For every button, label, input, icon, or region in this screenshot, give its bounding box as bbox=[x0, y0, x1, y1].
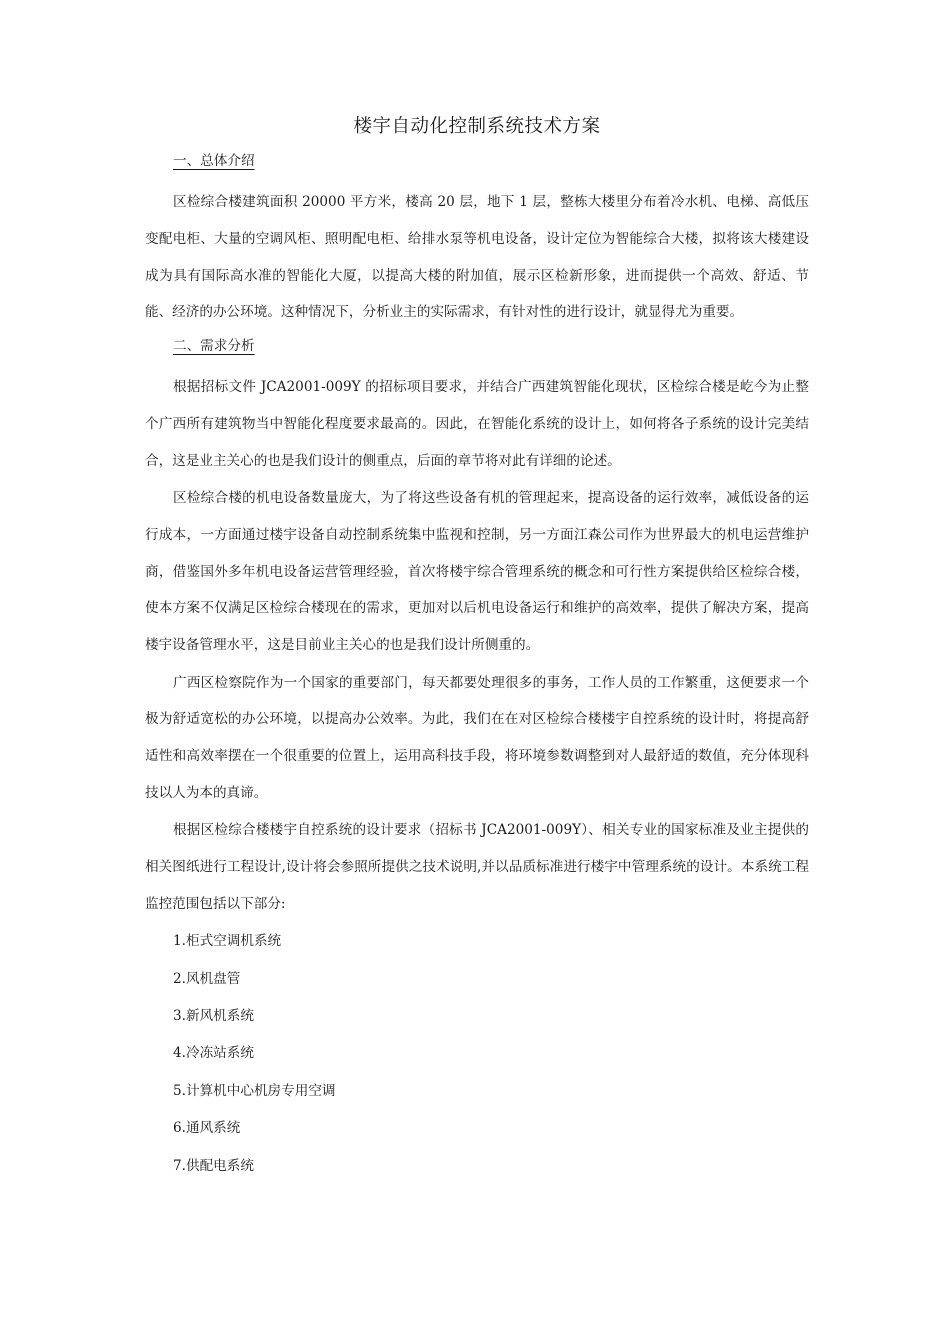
list-item: 1.柜式空调机系统 bbox=[173, 933, 282, 950]
paragraph-requirements-2: 区检综合楼的机电设备数量庞大，为了将这些设备有机的管理起来，提高设备的运行效率，减低设备的运行成本，一方面通过楼宇设备自动控制系统集中监视和控制，另一方面江森公司作为世界最大的机电运营维护商，借鉴国外多年机电设备运营管理经验，首次将楼宇综合管理系统的概念和可行性方案提供给区检综合楼，使本方案不仅满足区检综合楼现在的需求，更加对以后机电设备运行和维护的高效率，提供了解决方案，提高楼宇设备管理水平，这是目前业主关心的也是我们设计所侧重的。 bbox=[145, 490, 809, 654]
system-scope-list bbox=[145, 923, 809, 1185]
list-item: 5.计算机中心机房专用空调 bbox=[173, 1082, 336, 1099]
paragraph-requirements-4: 根据区检综合楼楼宇自控系统的设计要求（招标书 JCA2001-009Y）、相关专业的国家标准及业主提供的相关图纸进行工程设计,设计将会参照所提供之技术说明,并以品质标准进行楼宇中管理系统的设计。本系统工程监控范围包括以下部分: bbox=[145, 822, 809, 912]
paragraph-requirements-3: 广西区检察院作为一个国家的重要部门，每天都要处理很多的事务，工作人员的工作繁重，这便要求一个极为舒适宽松的办公环境，以提高办公效率。为此，我们在在对区检综合楼楼宇自控系统的设计时，将提高舒适性和高效率摆在一个很重要的位置上，运用高科技手段，将环境参数调整到对人最舒适的数值，充分体现科技以人为本的真谛。 bbox=[145, 674, 809, 801]
document-content bbox=[145, 112, 809, 1185]
list-item: 6.通风系统 bbox=[173, 1120, 241, 1137]
section-heading-requirements: 二、需求分析 bbox=[173, 338, 255, 355]
document-title: 楼宇自动化控制系统技术方案 bbox=[353, 116, 601, 137]
paragraph-overview: 区检综合楼建筑面积 20000 平方米，楼高 20 层，地下 1 层，整栋大楼里分布着冷水机、电梯、高低压变配电柜、大量的空调风柜、照明配电柜、给排水泵等机电设备，设计定位为智能综合大楼，拟将该大楼建设成为具有国际高水准的智能化大厦，以提高大楼的附加值，展示区检新形象，进而提供一个高效、舒适、节能、经济的办公环境。这种情况下，分析业主的实际需求，有针对性的进行设计，就显得尤为重要。 bbox=[145, 194, 809, 321]
list-item: 4.冷冻站系统 bbox=[173, 1045, 254, 1062]
paragraph-requirements-1: 根据招标文件 JCA2001-009Y 的招标项目要求，并结合广西建筑智能化现状，区检综合楼是屹今为止整个广西所有建筑物当中智能化程度要求最高的。因此，在智能化系统的设计上，如何将各子系统的设计完美结合，这是业主关心的也是我们设计的侧重点，后面的章节将对此有详细的论述。 bbox=[145, 379, 809, 469]
list-item: 7.供配电系统 bbox=[173, 1157, 254, 1174]
list-item: 3.新风机系统 bbox=[173, 1007, 254, 1024]
list-item: 2.风机盘管 bbox=[173, 970, 241, 987]
section-heading-overview: 一、总体介绍 bbox=[173, 153, 255, 169]
